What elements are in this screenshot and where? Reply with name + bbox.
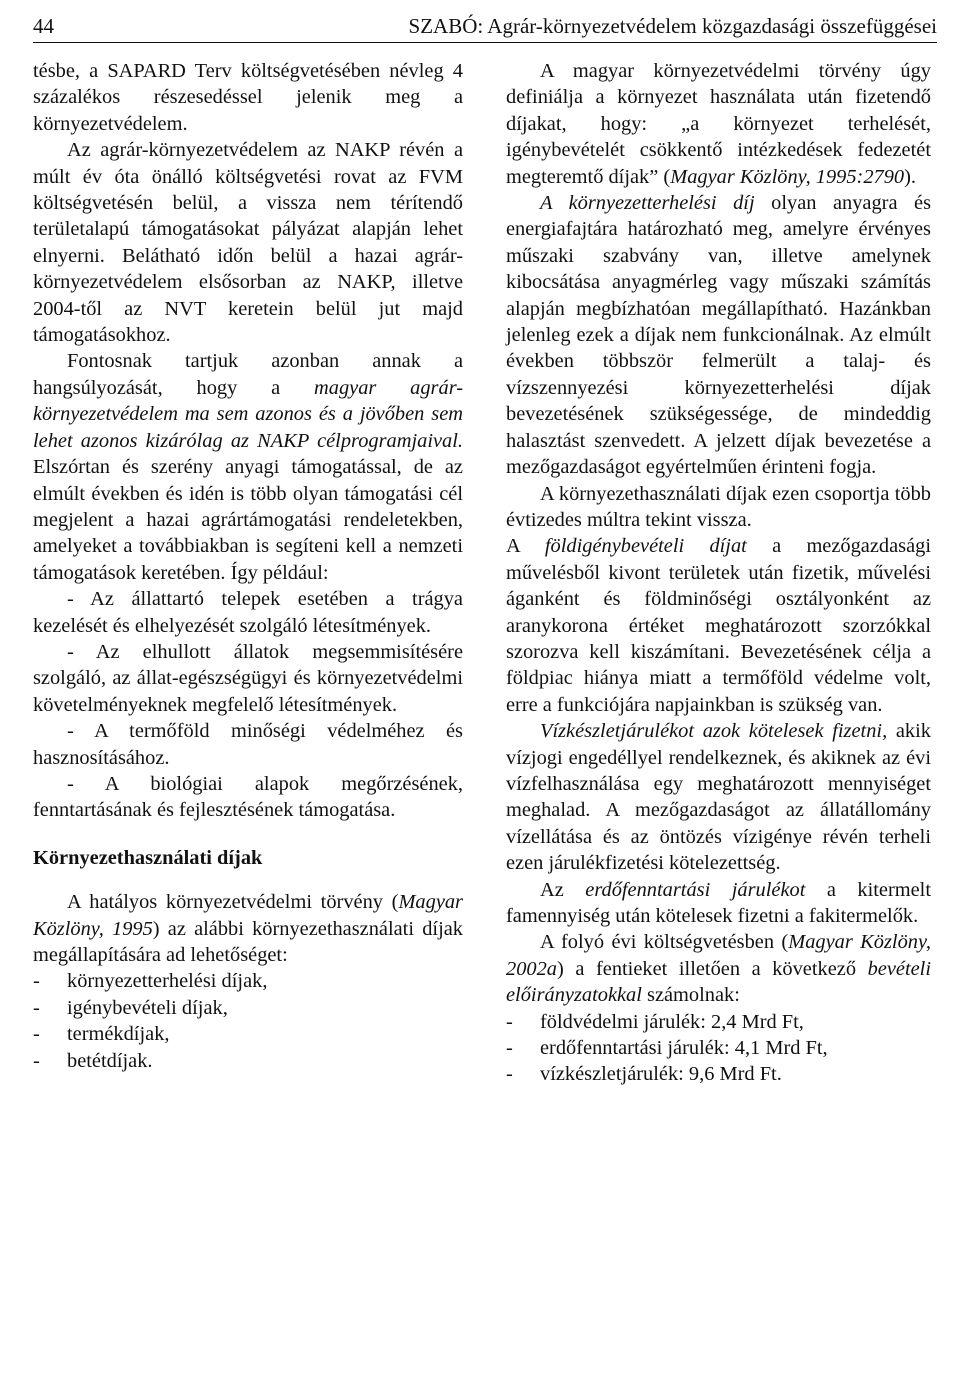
paragraph [33, 889, 463, 968]
dash-item: - Az elhullott állatok megsemmisítésére szolgáló, az állat-egészségügyi és környezetvédelmi követelményeknek megfelelő létesítmények. [33, 640, 463, 716]
page-number: 44 [33, 14, 54, 38]
list-item: - termékdíjak, [33, 1021, 463, 1047]
text-run: a kitermelt famennyiség után kötelesek fizetni a fakitermelők. [506, 878, 931, 927]
text-run: Fontosnak tartjuk azonban annak a hangsúlyozását, hogy a [33, 350, 463, 399]
emphasis: Magyar Közlöny, 2002a [506, 931, 931, 980]
text-run: ). [904, 165, 917, 188]
emphasis: Magyar Közlöny, 1995:2790 [670, 165, 905, 188]
section-heading: Környezethasználati díjak [33, 846, 263, 869]
paragraph [506, 190, 931, 480]
list-item: - környezetterhelési díjak, [33, 968, 463, 994]
text-run: A magyar környezetvédelmi törvény úgy definiálja a környezet használata után fizetendő díjakat, hogy: „a környezet terhelését, igénybevételét csökkentő intézkedések fedezetét megteremtő díjak” ( [506, 60, 931, 188]
page-header [33, 10, 937, 43]
emphasis: földigénybevételi díjat [544, 535, 747, 558]
emphasis: erdőfenntartási járulékot [585, 878, 806, 901]
text-run: ) a fentieket illetően a következő [556, 957, 868, 980]
text-run: A [506, 535, 545, 558]
left-column [33, 58, 463, 1074]
emphasis: A környezetterhelési díj [540, 192, 755, 215]
paragraph [506, 58, 931, 190]
paragraph: tésbe, a SAPARD Terv költségvetésében névleg 4 százalékos részesedéssel jelenik meg a környezetvédelem. [33, 60, 463, 135]
paragraph: A környezethasználati díjak ezen csoportja több évtizedes múltra tekint vissza. [506, 482, 931, 531]
right-column [506, 58, 931, 1088]
list-item: - földvédelmi járulék: 2,4 Mrd Ft, [506, 1009, 931, 1035]
paragraph: Az agrár-környezetvédelem az NAKP révén a múlt év óta önálló költségvetési rovat az FVM költségvetésén belül, a vissza nem térítendő területalapú támogatásokat pályázat alapján lehet elnyerni. Belátható időn belül a hazai agrár-környezetvédelem elsősorban az NAKP, illetve 2004-től az NVT keretein belül jut majd támogatásokhoz. [33, 139, 463, 347]
text-run: olyan anyagra és energiafajtára határozható meg, amelyre érvényes műszaki szabvány van, illetve amelynek kibocsátása anyagmérleg vagy műszaki számítás alapján megbízhatóan megállapítható. Hazánkban jelenleg ezek a díjak nem funkcionálnak. Az elmúlt években többször felmerült a talaj- és vízszennyezési környezetterhelési díjak bevezetésének szükségessége, de mindeddig halasztást szenvedett. A jelzett díjak bevezetése a mezőgazdaságot egyértelműen érinteni fogja. [506, 192, 931, 479]
text-run: számolnak: [641, 984, 740, 1007]
text-run: ) az alábbi környezethasználati díjak megállapítására ad lehetőséget: [33, 917, 463, 966]
text-run: Elszórtan és szerény anyagi támogatással, de az elmúlt években és idén is több olyan támogatási cél megjelent a hazai agrártámogatási rendeletekben, amelyeket a továbbiakban is segíteni kell a nemzeti támogatások keretében. Így például: [33, 456, 463, 584]
emphasis: Vízkészletjárulékot azok kötelesek fizetni, [540, 720, 888, 743]
emphasis: magyar agrár-környezetvédelem ma sem azonos és a jövőben sem lehet azonos kizárólag az NAKP célprogramjaival. [33, 376, 464, 452]
text-run: A hatályos környezetvédelmi törvény ( [67, 891, 399, 914]
text-run: akik vízjogi engedéllyel rendelkeznek, és akiknek az évi vízfelhasználása egy meghatározott mennyiséget meghalad. A mezőgazdaságot az állatállomány vízellátása és az öntözés vízigénye révén terheli ezen járulékfizetési kötelezettség. [506, 720, 931, 875]
revenue-list [506, 1009, 931, 1088]
running-title: SZABÓ: Agrár-környezetvédelem közgazdasági összefüggései [408, 14, 937, 38]
dash-item: - Az állattartó telepek esetében a trágya kezelését és elhelyezését szolgáló létesítmények. [33, 588, 463, 637]
list-item: - betétdíjak. [33, 1048, 463, 1074]
list-item: - erdőfenntartási járulék: 4,1 Mrd Ft, [506, 1035, 931, 1061]
paragraph [33, 348, 463, 586]
paragraph [506, 929, 931, 1008]
emphasis: bevételi előirányzatokkal [506, 957, 931, 1007]
list-item: - vízkészletjárulék: 9,6 Mrd Ft. [506, 1061, 931, 1087]
fee-list [33, 968, 463, 1074]
paragraph [506, 877, 931, 930]
dash-item: - A biológiai alapok megőrzésének, fenntartásának és fejlesztésének támogatása. [33, 772, 463, 822]
paragraph [506, 718, 931, 876]
paragraph [506, 533, 931, 718]
emphasis: Magyar Közlöny, 1995 [33, 891, 463, 940]
text-run: a mezőgazdasági művelésből kivont területek után fizetik, művelési áganként és földminőségi osztályonként az aranykorona értéket meghatározott szorzókkal szorozva kell kiszámítani. Bevezetésének célja a földpiac hiánya miatt a termőföld védelme volt, erre a funkciójára napjainkban is szükség van. [506, 535, 931, 716]
text-run: Az [540, 878, 586, 901]
text-run: A folyó évi költségvetésben ( [540, 931, 789, 954]
list-item: - igénybevételi díjak, [33, 995, 463, 1021]
dash-item: - A termőföld minőségi védelméhez és hasznosításához. [33, 720, 463, 769]
